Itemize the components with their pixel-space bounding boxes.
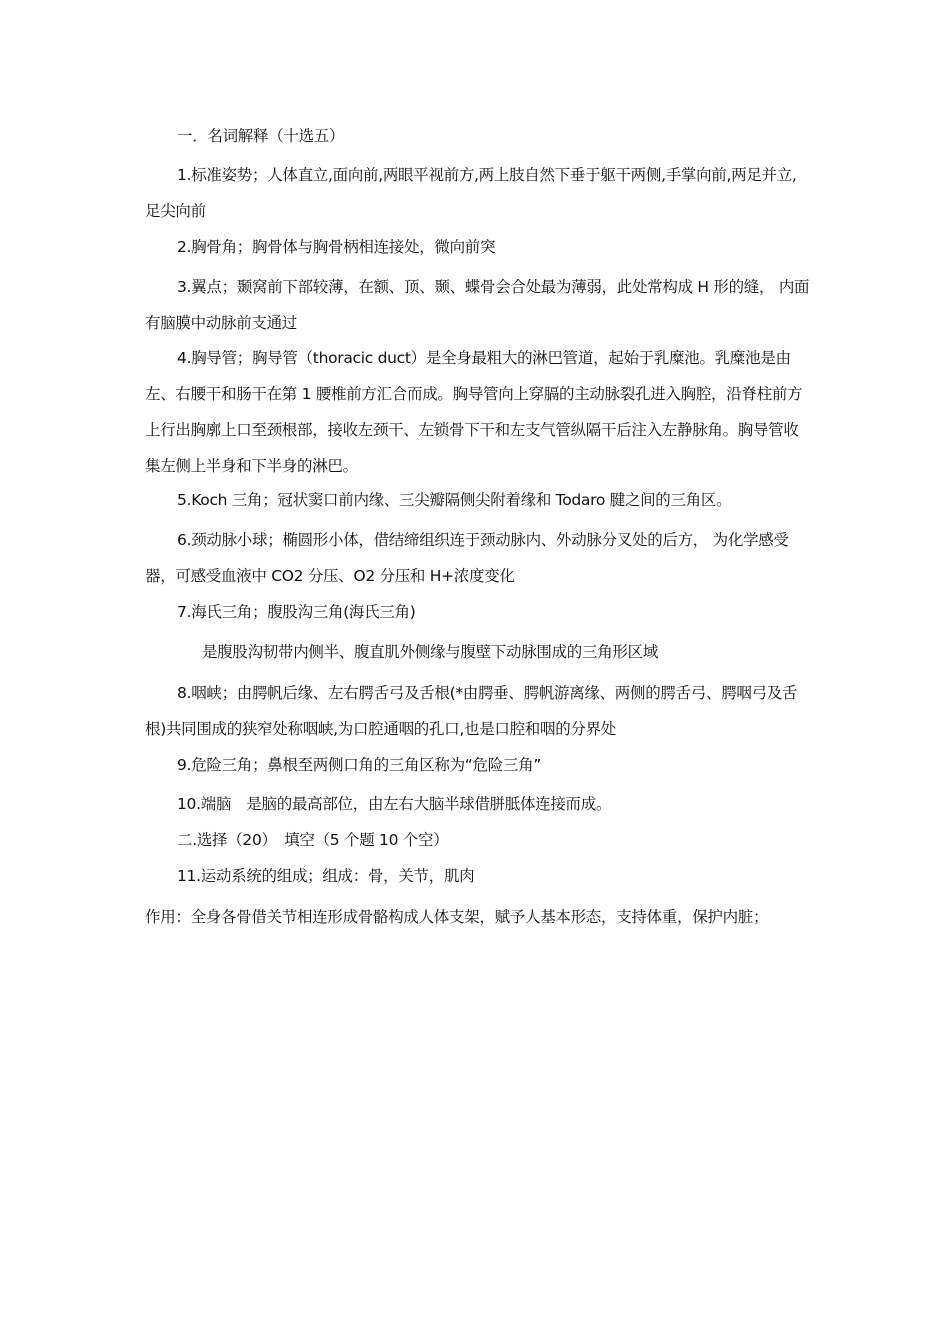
section-heading-choice: 二.选择（20） 填空（5 个题 10 个空）: [177, 831, 449, 849]
definition-item: 7.海氏三角；腹股沟三角(海氏三角): [177, 603, 416, 621]
definition-item-continuation: 是腹股沟韧带内侧半、腹直肌外侧缘与腹壁下动脉围成的三角形区域: [202, 643, 659, 661]
function-text: 作用：全身各骨借关节相连形成骨骼构成人体支架，赋予人基本形态，支持体重，保护内脏；: [145, 908, 769, 926]
definition-item: 1.标准姿势；人体直立,面向前,两眼平视前方,两上肢自然下垂于躯干两侧,手掌向前,两足并立,足尖向前: [145, 166, 797, 220]
definition-item: 8.咽峡；由腭帆后缘、左右腭舌弓及舌根(*由腭垂、腭帆游离缘、两侧的腭舌弓、腭咽弓及舌根)共同围成的狭窄处称咽峡,为口腔通咽的孔口,也是口腔和咽的分界处: [145, 684, 798, 738]
definition-item: 10.端脑 是脑的最高部位，由左右大脑半球借胼胝体连接而成。: [177, 795, 612, 813]
definition-item: 4.胸导管；胸导管（thoracic duct）是全身最粗大的淋巴管道，起始于乳糜池。乳糜池是由左、右腰干和肠干在第 1 腰椎前方汇合而成。胸导管向上穿膈的主动脉裂孔进入胸腔，沿脊柱前方上行出胸廓上口至颈根部，接收左颈干、左锁骨下干和左支气管纵隔干后注入左静脉角。胸导管收集左侧上半身和下半身的淋巴。: [145, 349, 803, 475]
definition-item: 6.颈动脉小球；椭圆形小体，借结缔组织连于颈动脉内、外动脉分叉处的后方， 为化学感受器，可感受血液中 CO2 分压、O2 分压和 H+浓度变化: [145, 531, 789, 585]
definition-item: 3.翼点；颞窝前下部较薄，在额、顶、颞、蝶骨会合处最为薄弱，此处常构成 H 形的缝， 内面有脑膜中动脉前支通过: [145, 278, 810, 332]
definition-item: 5.Koch 三角；冠状窦口前内缘、三尖瓣隔侧尖附着缘和 Todaro 腱之间的三角区。: [177, 491, 732, 509]
definition-item: 2.胸骨角；胸骨体与胸骨柄相连接处，微向前突: [177, 238, 496, 256]
section-heading-definitions: 一．名词解释（十选五）: [177, 127, 345, 145]
definition-item: 9.危险三角；鼻根至两侧口角的三角区称为“危险三角”: [177, 756, 542, 774]
question-item: 11.运动系统的组成；组成：骨，关节，肌肉: [177, 867, 475, 885]
